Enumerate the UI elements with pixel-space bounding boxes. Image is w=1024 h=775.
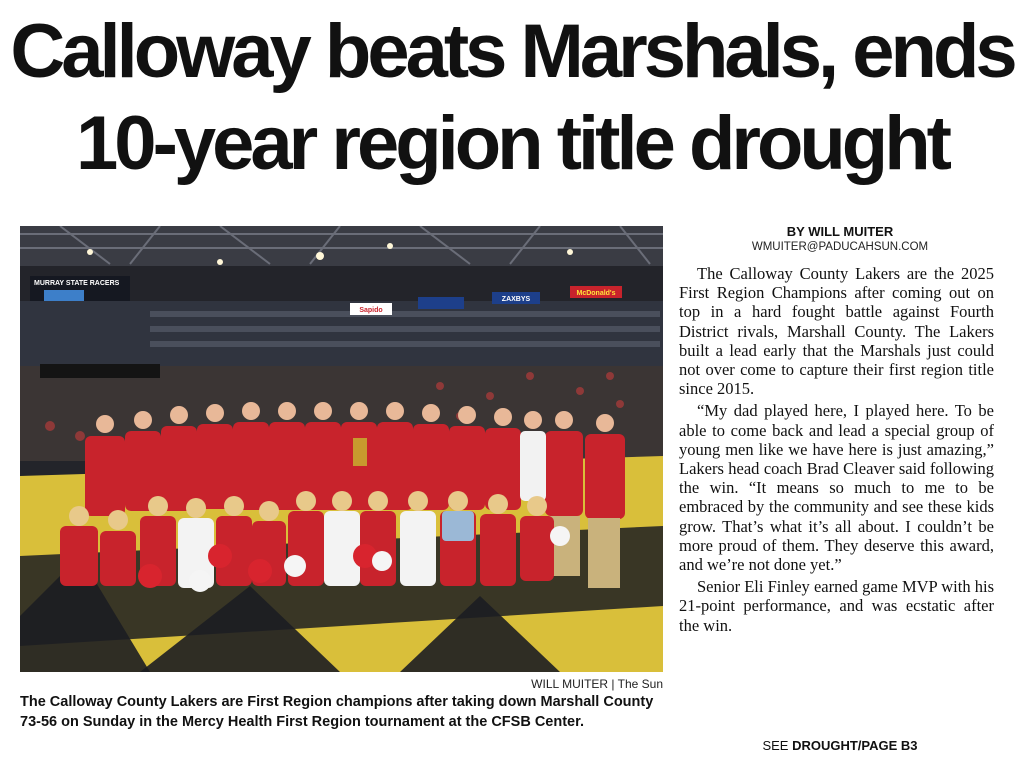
byline-author: BY WILL MUITER [786, 224, 894, 239]
headline [0, 6, 1024, 190]
jump-slug: DROUGHT [792, 738, 858, 753]
scoreboard-text: MURRAY STATE RACERS [34, 280, 120, 287]
jump-page: PAGE B3 [861, 738, 918, 753]
jump-line [690, 738, 990, 753]
headline-line-2: 10-year region title drought [76, 101, 948, 186]
team-photo [20, 226, 663, 672]
photo-caption: The Calloway County Lakers are First Region champions after taking down Marshall County 73-56 on Sunday in the Mercy Health First Region tournament at the CFSB Center. [20, 694, 654, 730]
article-paragraph: The Calloway County Lakers are the 2025 First Region Champions after coming out on top in a hard fought battle against Fourth District rivals, Marshall County. The Lakers built a lead early that the Marshals just could not over come to capture their first region title since 2015. [679, 264, 994, 399]
banner-mcdonalds: McDonald's [576, 290, 616, 297]
article-paragraph: Senior Eli Finley earned game MVP with his 21-point performance, and was ecstatic after the win. [679, 577, 994, 635]
article-paragraph: “My dad played here, I played here. To be able to come back and lead a special group of young men like we have here is just amazing,” Lakers head coach Brad Cleaver said following the win. “It means so much to me to be embraced by the community and see these kids grow. That’s what it’s all about. I couldn’t be more proud of them. They deserve this award, and we’re not done yet.” [679, 401, 994, 575]
article-body [679, 264, 994, 638]
team-photo-illustration [20, 226, 663, 672]
banner-zaxbys: ZAXBYS [501, 296, 531, 303]
banner-sapido: Sapido [359, 307, 383, 314]
photo-credit: WILL MUITER | The Sun [531, 677, 663, 691]
jump-prefix: SEE [762, 738, 793, 753]
jump-separator: / [857, 738, 862, 753]
headline-line-1: Calloway beats Marshals, ends [10, 9, 1014, 94]
byline-email: WMUITER@PADUCAHSUN.COM [751, 241, 929, 253]
